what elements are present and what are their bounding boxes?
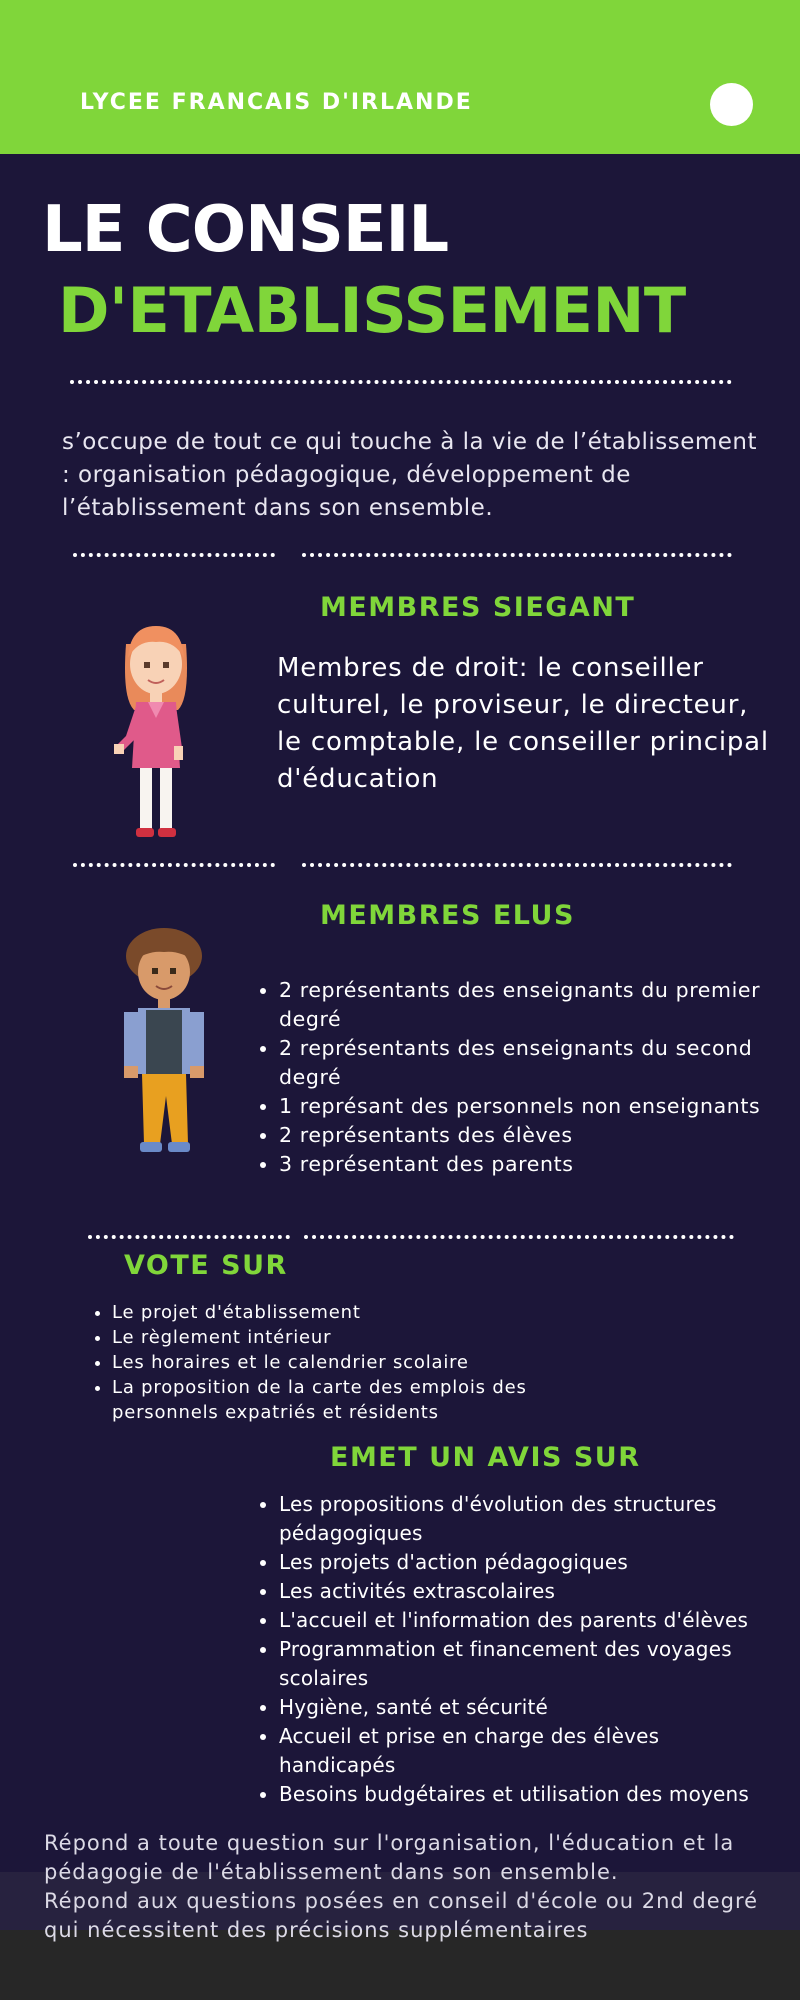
divider — [73, 553, 275, 557]
list-item: • Le projet d'établissement — [112, 1300, 532, 1325]
list-item: • Le règlement intérieur — [112, 1325, 532, 1350]
list-item: • Les propositions d'évolution des structures pédagogiques — [279, 1490, 769, 1548]
page-title-line1: LE CONSEIL — [42, 193, 449, 267]
membres-elus-list — [253, 976, 799, 1179]
vote-sur-list — [86, 1300, 532, 1425]
avis-sur-list — [253, 1490, 769, 1809]
list-item: • Accueil et prise en charge des élèves handicapés — [279, 1722, 769, 1780]
list-item: • 3 représentant des parents — [279, 1150, 799, 1179]
divider — [70, 380, 732, 384]
divider — [88, 1235, 290, 1239]
boy-character-illustration — [118, 926, 208, 1158]
section-heading-membres-siegant: MEMBRES SIEGANT — [320, 592, 636, 623]
list-item: • Les activités extrascolaires — [279, 1577, 769, 1606]
school-name: LYCEE FRANCAIS D'IRLANDE — [80, 90, 473, 115]
list-item: • 2 représentants des enseignants du premier degré — [279, 976, 799, 1034]
footer-text — [44, 1829, 764, 1945]
divider — [73, 863, 275, 867]
footer-line-2: Répond aux questions posées en conseil d'école ou 2nd degré qui nécessitent des précisions supplémentaires — [44, 1889, 759, 1942]
list-item: • Les horaires et le calendrier scolaire — [112, 1350, 532, 1375]
list-item: • Besoins budgétaires et utilisation des moyens — [279, 1780, 769, 1809]
list-item: • 2 représentants des enseignants du second degré — [279, 1034, 799, 1092]
footer-line-1: Répond a toute question sur l'organisation, l'éducation et la pédagogie de l'établissement dans son ensemble. — [44, 1831, 735, 1884]
circle-icon — [710, 83, 753, 126]
list-item: • Programmation et financement des voyages scolaires — [279, 1635, 769, 1693]
section-heading-vote-sur: VOTE SUR — [124, 1250, 288, 1281]
section-heading-membres-elus: MEMBRES ELUS — [320, 900, 575, 931]
divider — [302, 863, 732, 867]
divider — [304, 1235, 734, 1239]
list-item: • 1 représant des personnels non enseignants — [279, 1092, 799, 1121]
header-bar — [0, 0, 800, 154]
divider — [302, 553, 732, 557]
list-item: • 2 représentants des élèves — [279, 1121, 799, 1150]
section-heading-avis-sur: EMET UN AVIS SUR — [330, 1442, 641, 1473]
list-item: • Hygiène, santé et sécurité — [279, 1693, 769, 1722]
intro-text: s’occupe de tout ce qui touche à la vie de l’établissement : organisation pédagogique, développement de l’établissement dans son ensemble. — [62, 429, 758, 521]
list-item: • Les projets d'action pédagogiques — [279, 1548, 769, 1577]
list-item: • La proposition de la carte des emplois des personnels expatriés et résidents — [112, 1375, 532, 1425]
list-item: • L'accueil et l'information des parents d'élèves — [279, 1606, 769, 1635]
membres-siegant-text: Membres de droit: le conseiller culturel, le proviseur, le directeur, le comptable, le conseiller principal d'éducation — [277, 653, 769, 794]
girl-character-illustration — [108, 618, 204, 844]
page-title-line2: D'ETABLISSEMENT — [58, 274, 686, 347]
